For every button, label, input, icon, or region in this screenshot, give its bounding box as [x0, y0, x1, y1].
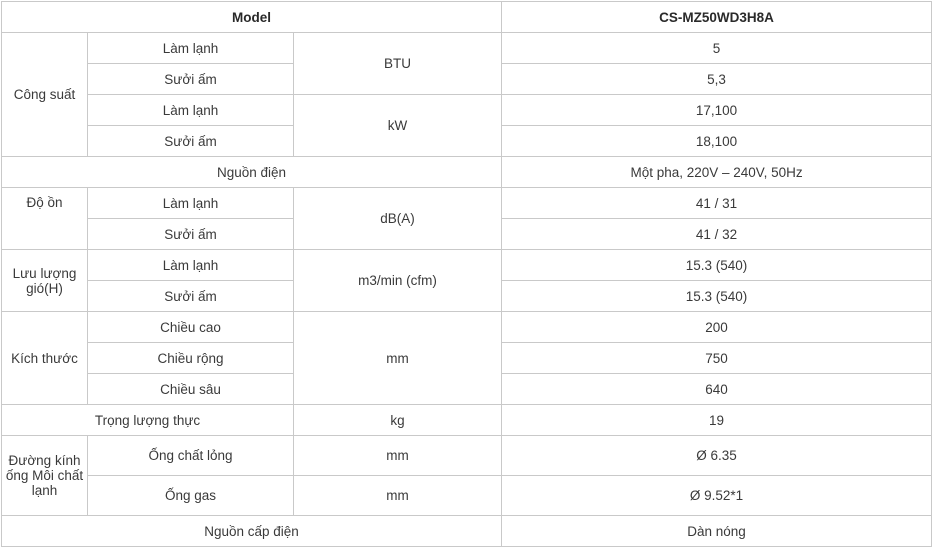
- noise-unit: dB(A): [294, 188, 502, 250]
- noise-value: 41 / 32: [502, 219, 932, 250]
- dimensions-value: 200: [502, 312, 932, 343]
- capacity-value: 18,100: [502, 126, 932, 157]
- airflow-value: 15.3 (540): [502, 250, 932, 281]
- dimensions-name: Chiều sâu: [88, 374, 294, 405]
- pipe-value: Ø 6.35: [502, 436, 932, 476]
- dimensions-value: 640: [502, 374, 932, 405]
- pipe-unit: mm: [294, 436, 502, 476]
- power-source-label: Nguồn điện: [2, 157, 502, 188]
- supply-label: Nguồn cấp điện: [2, 516, 502, 547]
- noise-mode: Làm lạnh: [88, 188, 294, 219]
- airflow-unit: m3/min (cfm): [294, 250, 502, 312]
- pipe-name: Ống gas: [88, 476, 294, 516]
- table-row: [2, 33, 932, 64]
- spec-table: [1, 1, 932, 547]
- dimensions-value: 750: [502, 343, 932, 374]
- table-row: [2, 436, 932, 476]
- table-row: [2, 405, 932, 436]
- power-source-value: Một pha, 220V – 240V, 50Hz: [502, 157, 932, 188]
- airflow-mode: Sưởi ấm: [88, 281, 294, 312]
- pipe-unit: mm: [294, 476, 502, 516]
- pipe-label: Đường kính ống Môi chất lạnh: [2, 436, 88, 516]
- weight-value: 19: [502, 405, 932, 436]
- dimensions-name: Chiều cao: [88, 312, 294, 343]
- capacity-mode: Sưởi ấm: [88, 64, 294, 95]
- noise-label: Độ ồn: [2, 188, 88, 250]
- dimensions-unit: mm: [294, 312, 502, 405]
- pipe-value: Ø 9.52*1: [502, 476, 932, 516]
- table-row: [2, 95, 932, 126]
- model-value: CS-MZ50WD3H8A: [502, 2, 932, 33]
- model-label: Model: [2, 2, 502, 33]
- capacity-mode: Làm lạnh: [88, 33, 294, 64]
- table-row: [2, 312, 932, 343]
- capacity-value: 5,3: [502, 64, 932, 95]
- weight-label: Trọng lượng thực: [2, 405, 294, 436]
- capacity-mode: Làm lạnh: [88, 95, 294, 126]
- noise-mode: Sưởi ấm: [88, 219, 294, 250]
- airflow-value: 15.3 (540): [502, 281, 932, 312]
- table-row: [2, 250, 932, 281]
- weight-unit: kg: [294, 405, 502, 436]
- dimensions-label: Kích thước: [2, 312, 88, 405]
- table-row: [2, 476, 932, 516]
- supply-value: Dàn nóng: [502, 516, 932, 547]
- capacity-unit-kw: kW: [294, 95, 502, 157]
- capacity-mode: Sưởi ấm: [88, 126, 294, 157]
- capacity-label: Công suất: [2, 33, 88, 157]
- airflow-mode: Làm lạnh: [88, 250, 294, 281]
- capacity-value: 5: [502, 33, 932, 64]
- capacity-value: 17,100: [502, 95, 932, 126]
- dimensions-name: Chiều rộng: [88, 343, 294, 374]
- pipe-name: Ống chất lỏng: [88, 436, 294, 476]
- table-row: [2, 157, 932, 188]
- table-row-header: [2, 2, 932, 33]
- table-row: [2, 188, 932, 219]
- noise-value: 41 / 31: [502, 188, 932, 219]
- capacity-unit-btu: BTU: [294, 33, 502, 95]
- table-row: [2, 516, 932, 547]
- airflow-label: Lưu lượng gió(H): [2, 250, 88, 312]
